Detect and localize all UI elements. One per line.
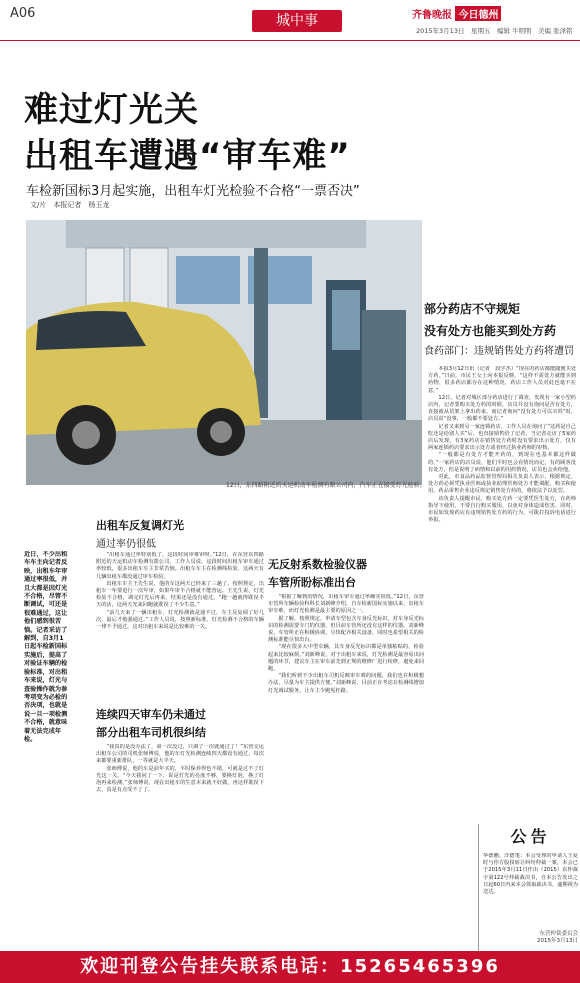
- page-number: A06: [10, 6, 36, 21]
- headline-line2: 出租车遭遇“审车难”: [24, 136, 351, 176]
- sidebar-para: 记者又来到另一家连锁药店，工作人员在询问了“这药是自己吃还是给别人买”后，也直接销售给了记者。当记者走访了5家药店后发现，有3家药店在销售处方药时没有要求出示处方，仅有两家连锁药店要求出示处方或者经过执业药师的审核。: [428, 423, 576, 452]
- col1-para: “出租车通过率特别低了，这段时间审难审呀。”12日，在东营东四路附近的天运机动车检测有限公司，工作人员说，这段时间出租车审车通过率较低，很多出租车车主非常苦恼。出租车车主在检测线检验，这两天有几辆出租车都没通过审车检验。: [96, 552, 264, 580]
- sidebar-para: 该负责人提醒市民，购买处方药一定要凭医生处方，在药师指导下使用，不要自行购买服用，以免对身体造成伤害。同时，市民如发现药店有违规销售处方药的行为，可拨打投诉电话进行举报。: [428, 495, 576, 524]
- col2-heading-2: 车管所盼标准出台: [268, 576, 356, 589]
- col2-para: “我们听到不少出租车司机反映审车难的问题，我们也在积极想办法，尽量为车主提供方便。”刘新峰说，目前正在考虑在检测线增加灯光调试服务，让车主少跑冤枉路。: [268, 673, 424, 694]
- sidebar-para: “一般都是有处方才能开药的，到现在也基本都这样做的，”一家药店的店员说，他们平时也会看情况而定，有的顾客没有处方，但是说明了病情和以前的用药情况，店员也会卖给他。: [428, 452, 576, 473]
- notice-body: 华德鹏、洋德笔：本会受理的申请人王爱时与你方股权转让纠纷仲裁一案，本会已于2015年3月11日作出（2015）东仲裁字第122号仲裁裁决书，自本公告发出之日起60日内来本会领取裁决书，逾期视为送达。: [483, 853, 578, 896]
- sidebar-subtitle: 食药部门：违规销售处方药将遭罚: [424, 346, 574, 357]
- col1-heading-1: 出租车反复调灯光: [96, 519, 184, 532]
- issue-meta: 2015年3月13日 星期五 编辑 牛明明 美编 张泽铭: [416, 27, 573, 35]
- col2-para: “根据了解到的情况，出租车审车通过率确实很低。”12日，东营车管所车辆检验科科长刘新峰介绍，自车检新国标实施以来，出租车审车难，而灯光检测是最主要的原因之一。: [268, 594, 424, 615]
- col1-body-top: [96, 552, 264, 700]
- col1-para: “前几天来了一辆出租车，灯光检测就是通不过，车主反复调了好几次，最后才勉强通过。”工作人员说，按照新标准，灯光检测不合格的车辆一律不予通过，这对出租车来说是比较难的一关。: [96, 609, 264, 631]
- photo-illustration: [26, 220, 422, 485]
- col1-body-bottom: [96, 744, 264, 946]
- public-notice: [478, 824, 578, 952]
- masthead-tag: 今日德州: [455, 6, 501, 21]
- masthead: [412, 6, 501, 21]
- page-header: [0, 0, 580, 44]
- col1-para: 出租车车主王先生说，他的车这两天已经来了三趟了。按照规定，出租车一年要进行一次年审，如果年审不合格就不能营运。王先生说，灯光检验不合格，调完灯光后再来，结果还是没有通过。“跑一趟就得耽误半天的活，这两天光来回跑就耽误了不少生意。”: [96, 580, 264, 609]
- notice-title: 公告: [510, 827, 551, 846]
- col1-heading-4: 部分出租车司机很纠结: [96, 726, 206, 739]
- section-tag: 城中事: [252, 10, 342, 32]
- notice-signer: 东营仲裁委员会: [539, 931, 578, 937]
- news-photo: [26, 220, 422, 485]
- col2-para: 据了解，按照规定，申请车型包含车身反光标识，对车身反光标识的检测需要专门的仪器，但目前车管所还没有这样的仪器。刘新峰说，车管所正在积极协调，尽快配齐相关设备，同时也希望相关的检测标准能尽快出台。: [268, 615, 424, 644]
- headline-subtitle: 车检新国标3月起实施，出租车灯光检验不合格“一票否决”: [26, 184, 360, 199]
- sidebar-para: 本报3月12日讯（记者 段学杰）“现在的药店都能随便买处方药。”日前，市民王女士向本报反映，“这样不需处方就能买到药物，很多药店都存在这种情况，药店工作人员对此也毫不在意。”: [428, 366, 576, 394]
- col1-heading-2: 通过率仍很低: [96, 539, 156, 550]
- masthead-name: 齐鲁晚报: [412, 10, 452, 21]
- sidebar-headline-1: 部分药店不守规矩: [424, 302, 521, 316]
- col2-body: [268, 594, 424, 946]
- col2-heading-1: 无反射系数检验仪器: [268, 558, 367, 571]
- col1-heading-3: 连续四天审车仍未通过: [96, 708, 206, 721]
- sidebar-body: [428, 366, 576, 818]
- lead-paragraph: 近日，不少出租车车主向记者反映，出租车年审通过率很低，并且大都是因灯光不合格，尽管不断调试，可还是很难通过，这让他们感到很苦恼。记者采访了解到，自3月1日起车检新国标实施后，提高了对验证车辆的检验标准，对出租车来说，灯光与查验操作就为参考项变为必检的否决项，也就是说一旦一项检测不合格，就意味着无法完成年检。: [24, 551, 68, 743]
- sidebar-headline-2: 没有处方也能买到处方药: [424, 324, 557, 338]
- col2-para: “现在很多大中型车辆，其车身反光标识都是单独粘贴的，检验起来比较麻烦。”刘新峰说，对于出租车来说，灯光检测是最容易出问题的环节，建议车主在审车前先到正规的维修厂进行检修，避免来回跑。: [268, 644, 424, 673]
- photo-caption: 12日，东四路附近的天运机动车检测有限公司内，汽车正在接受灯光检验。: [226, 482, 426, 489]
- sidebar-para: 12日，记者对城区部分药店进行了调查，发现有一家小型药店内，记者要购买处方药的时候，店员并没有询问是否有处方，直接就从货架上拿出药来。而记者询问“没有处方可以买吗”时，店员说“没事，一般都不要处方。”: [428, 394, 576, 423]
- ad-banner: 欢迎刊登公告挂失联系电话：15265465396: [0, 951, 580, 983]
- notice-date: 2015年3月13日: [537, 938, 578, 944]
- byline: 文/片 本报记者 杨玉龙: [30, 201, 110, 209]
- header-rule: [0, 40, 580, 41]
- col1-para: 张师傅说，他的车是前年买的，平时保养得也不错，可就是过不了灯光这一关。“今天我问了一下，说是灯光的亮度不够，要换灯泡，换了灯泡再来检测。”张师傅说，现在出租车的生意本来就不好做，再这样耽误下去，真是有点受不了了。: [96, 765, 264, 794]
- sidebar-para: 对此，市食品药品监督管理局相关负责人表示，根据规定，处方药必须凭执业医师或执业助理医师处方才能调配、购买和使用。药品零售企业违反规定销售处方药的，将依法予以处罚。: [428, 474, 576, 495]
- col1-para: “我真的是没办法了，第一次没过，只调了一次就通过了！”东营交运出租车公司的司机张师傅说，他的车灯光检测连续四天都没有通过，每次来都要重新排队，一等就是大半天。: [96, 744, 264, 765]
- headline-line1: 难过灯光关: [24, 90, 199, 130]
